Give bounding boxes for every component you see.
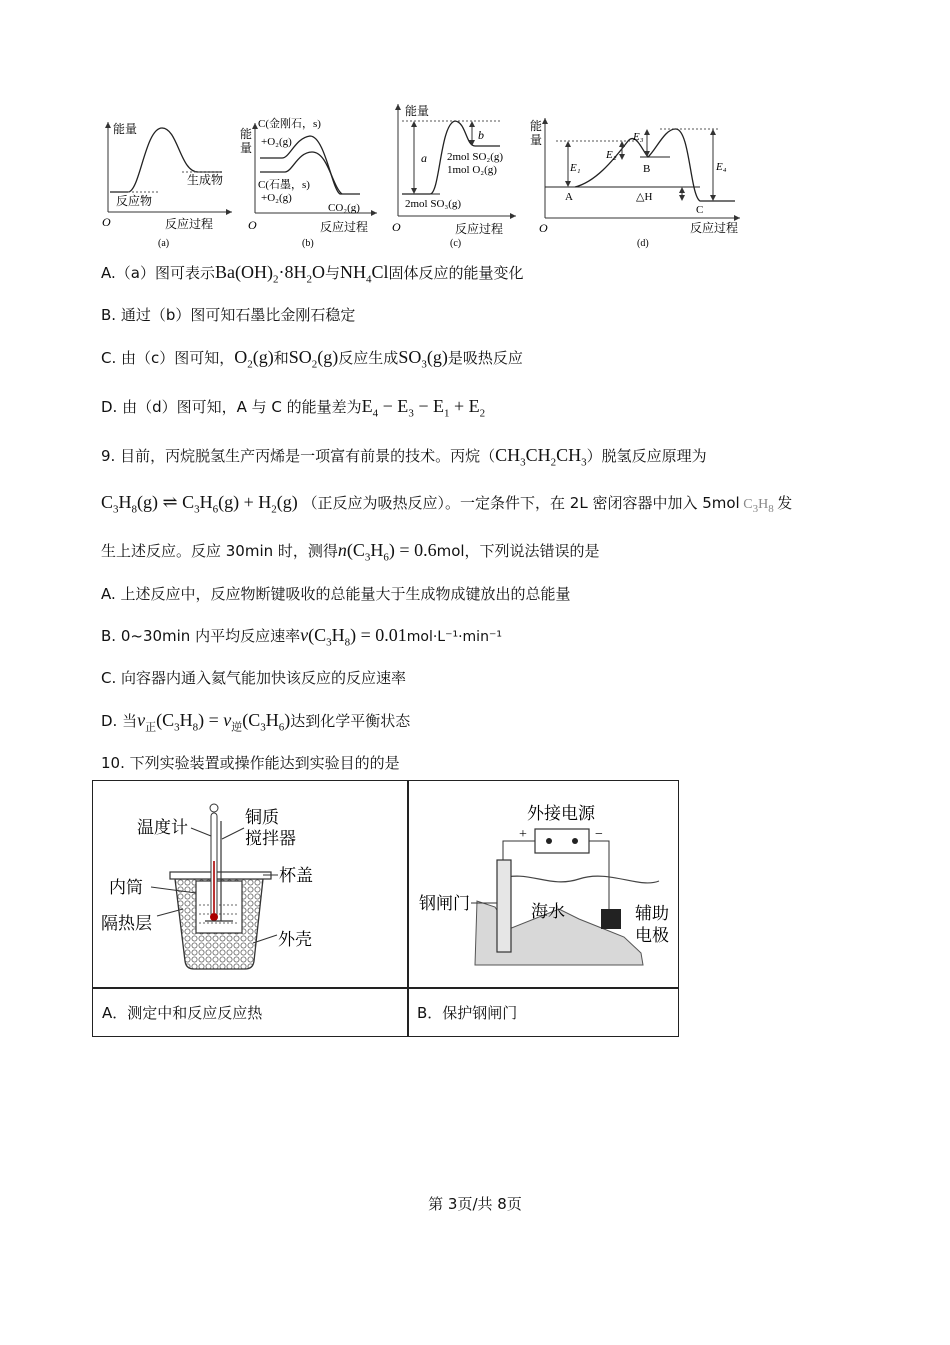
diagram-a [102, 121, 232, 249]
formula-energy-diff: $E_4 - E_3 - E_1 + E_2$ [361, 396, 486, 420]
diagram-a-xlabel: 反应过程 [165, 217, 214, 231]
experiment-table [92, 780, 679, 1037]
diagram-b-caption: (b) [302, 238, 314, 249]
diagram-a-products: 生成物 [187, 173, 224, 187]
q9-option-b: B. 0~30min 内平均反应速率$v(C_3H_8) = 0.01mol\cdot L^{-1}\cdot\min^{-1}$ [101, 625, 502, 649]
diagram-b-graphite: C(石墨，s) [258, 179, 310, 191]
diagram-d [530, 118, 740, 249]
label-aux-2: 电极 [635, 926, 669, 945]
label-seawater: 海水 [531, 902, 565, 921]
caption-option-b: B．保护钢闸门 [417, 1004, 518, 1022]
label-shell: 外壳 [278, 930, 312, 949]
label-aux-1: 辅助 [635, 904, 669, 923]
label-inner: 内筒 [109, 878, 143, 897]
diagram-d-xlabel: 反应过程 [690, 221, 739, 235]
diagram-d-origin: O [539, 221, 548, 235]
label-gate: 钢闸门 [419, 894, 470, 913]
diagram-d-point-a: A [565, 191, 573, 203]
q9-option-a: A. 上述反应中，反应物断键吸收的总能量大于生成物成键放出的总能量 [101, 585, 571, 603]
diagram-d-e1: E₁ [570, 162, 581, 174]
formula-nh4cl: $NH_4Cl$ [339, 262, 389, 286]
label-thermometer: 温度计 [137, 818, 188, 837]
diagram-d-point-b: B [643, 163, 651, 175]
diagram-b-diamond-o2: +O₂(g) [261, 136, 292, 148]
label-insulation: 隔热层 [101, 914, 152, 933]
diagram-c-ylabel: 能量 [405, 104, 430, 118]
diagram-b-origin: O [248, 218, 257, 232]
page-footer: 第 3页/共 8页 [428, 1195, 522, 1213]
q10-title: 10. 下列实验装置或操作能达到实验目的的是 [101, 754, 400, 772]
diagram-d-e4: E₄ [716, 161, 727, 173]
diagram-b-product: CO₂(g) [328, 202, 360, 214]
diagram-a-ylabel: 能量 [113, 122, 138, 136]
formula-so2: $SO_2(g)$ [288, 347, 339, 371]
calorimeter-drawing [93, 781, 407, 987]
diagram-d-ylabel-1: 能 [530, 119, 543, 133]
q9-option-d: D. 当$v_正(C_3H_8) = v_逆(C_3H_6)$达到化学平衡状态 [101, 710, 411, 734]
formula-baoh2: $Ba(OH)_2\cdot 8H_2O$ [214, 262, 325, 286]
diagram-d-caption: (d) [637, 238, 649, 249]
label-lid: 杯盖 [279, 866, 313, 885]
diagram-b [240, 116, 377, 249]
label-plus: + [519, 827, 527, 842]
steel-gate-drawing [409, 781, 679, 987]
diagram-b-graphite-o2: +O₂(g) [261, 192, 292, 204]
diagram-b-ylabel-2: 量 [240, 141, 253, 155]
diagram-c-reactant-2: 1mol O₂(g) [447, 164, 497, 176]
diagram-a-caption: (a) [158, 238, 170, 249]
formula-propane: $CH_3CH_2CH_3$ [495, 445, 587, 469]
q9-stem-line-1: 9. 目前，丙烷脱氢生产丙烯是一项富有前景的技术。丙烷$(CH_3CH_2CH_3)$脱氢反应原理为 [101, 445, 707, 469]
q9-stem-line-3: 生上述反应。反应 30min 时，测得$n(C_3H_6) = 0.6mol$，下列说法错误的是 [101, 540, 600, 564]
diagram-a-reactants: 反应物 [116, 194, 153, 208]
diagram-c-label-b: b [478, 128, 484, 142]
diagram-a-origin: O [102, 215, 111, 229]
energy-diagrams [0, 0, 950, 250]
diagram-c-reactant-1: 2mol SO₂(g) [447, 151, 504, 163]
diagram-d-e3: E₃ [633, 131, 644, 143]
label-stirrer-2: 搅拌器 [245, 829, 296, 848]
label-stirrer-1: 铜质 [245, 808, 279, 827]
formula-n-c3h6: $n(C_3H_6)$ [337, 540, 400, 564]
q8-option-b: B. 通过（b）图可知石墨比金刚石稳定 [101, 306, 356, 324]
calorimeter-figure [93, 781, 407, 987]
q9-option-c: C. 向容器内通入氦气能加快该反应的反应速率 [101, 669, 407, 687]
q8-option-d: D. 由（d）图可知，A 与 C 的能量差为$E_4 - E_3 - E_1 + E_2$ [101, 396, 486, 420]
diagram-d-dh: △H [636, 191, 653, 203]
diagram-d-e2: E₂ [606, 149, 617, 161]
q8-option-a: A.（a）图可表示$Ba(OH)_2\cdot 8H_2O$与$NH_4Cl$固体反应的能量变化 [101, 262, 524, 286]
formula-c3h8-faint: $C_3H_8$ [739, 497, 774, 515]
formula-v-forward: $v_正(C_3H_8) = v_逆(C_3H_6)$ [137, 710, 291, 734]
diagram-c-product: 2mol SO₃(g) [405, 198, 462, 210]
diagram-b-xlabel: 反应过程 [320, 220, 369, 234]
diagram-c-caption: (c) [450, 238, 462, 249]
formula-so3: $SO_3(g)$ [398, 347, 448, 371]
q9-stem-line-2: $C_3H_8(g)$ ⇌ $C_3H_6(g) + H_2(g)$ （正反应为吸热反应）。一定条件下，在 2L 密闭容器中加入 5mol $C_3H_8$ 发 [101, 492, 793, 516]
formula-o2: $O_2(g)$ [234, 347, 274, 371]
label-power: 外接电源 [527, 804, 595, 823]
diagram-b-diamond: C(金刚石，s) [258, 118, 321, 130]
diagram-c-origin: O [392, 220, 401, 234]
diagram-c-xlabel: 反应过程 [455, 222, 504, 236]
steel-gate-figure [409, 781, 679, 987]
caption-option-a: A．测定中和反应反应热 [102, 1004, 263, 1022]
formula-v-c3h8: $v(C_3H_8)$ [300, 625, 361, 649]
diagram-d-ylabel-2: 量 [530, 133, 543, 147]
diagram-c-label-a: a [421, 151, 427, 165]
formula-reaction: $C_3H_8(g)$ ⇌ $C_3H_6(g) + H_2(g)$ [101, 492, 298, 516]
diagram-d-point-c: C [696, 204, 704, 216]
q8-option-c: C. 由（c）图可知，$O_2(g)$和$SO_2(g)$反应生成$SO_3(g)$是吸热反应 [101, 347, 523, 371]
diagram-b-ylabel-1: 能 [240, 127, 253, 141]
label-minus: − [595, 827, 603, 842]
diagram-c [392, 103, 516, 249]
